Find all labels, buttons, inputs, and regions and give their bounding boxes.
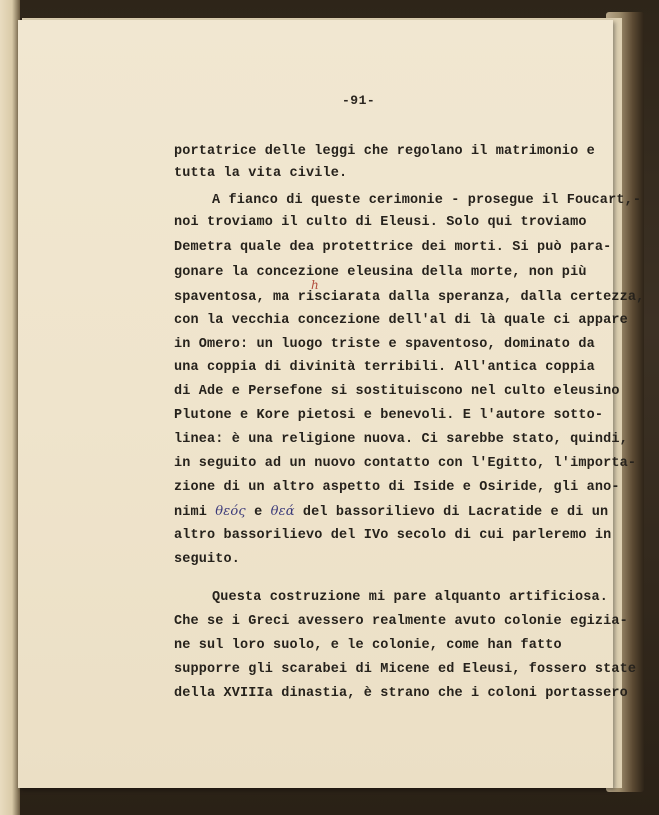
text-line: Demetra quale dea protettrice dei morti. Si può para- <box>174 240 612 255</box>
text-line: linea: è una religione nuova. Ci sarebbe stato, quindi, <box>174 432 628 447</box>
text-line-with-handwriting <box>174 504 608 520</box>
page-number: -91- <box>342 93 376 108</box>
text-line: in Omero: un luogo triste e spaventoso, dominato da <box>174 337 595 352</box>
text-line: di Ade e Persefone si sostituiscono nel culto eleusino <box>174 384 620 399</box>
text-line: Questa costruzione mi pare alquanto artificiosa. <box>212 590 609 605</box>
text-fragment: e <box>254 505 263 520</box>
text-line: portatrice delle leggi che regolano il matrimonio e <box>174 144 595 159</box>
text-line: A fianco di queste cerimonie - prosegue il Foucart,- <box>212 193 642 208</box>
text-line: in seguito ad un nuovo contatto con l'Egitto, l'importa- <box>174 456 637 471</box>
text-line: una coppia di divinità terribili. All'antica coppia <box>174 360 595 375</box>
text-line: zione di un altro aspetto di Iside e Osiride, gli ano- <box>174 480 620 495</box>
text-line: ne sul loro suolo, e le colonie, come han fatto <box>174 638 562 653</box>
text-line: supporre gli scarabei di Micene ed Eleusi, fossero state <box>174 662 637 677</box>
handwritten-greek-word: θεά <box>270 504 295 519</box>
text-line: altro bassorilievo del IVo secolo di cui parleremo in <box>174 528 612 543</box>
text-line: gonare la concezione eleusina della morte, non più <box>174 265 587 280</box>
text-line: seguito. <box>174 552 241 567</box>
correction-mark: h <box>311 278 319 292</box>
text-fragment: del bassorilievo di Lacratide e di un <box>302 505 609 520</box>
text-line: con la vecchia concezione dell'al di là quale ci appare <box>174 313 628 328</box>
text-line: tutta la vita civile. <box>174 166 348 181</box>
text-fragment: nimi <box>174 505 208 520</box>
facing-page-edge <box>0 0 20 815</box>
text-line: spaventosa, ma risciarata dalla speranza, dalla certezza, <box>174 290 645 305</box>
text-line: Plutone e Kore pietosi e benevoli. E l'autore sotto- <box>174 408 604 423</box>
handwritten-greek-word: θεός <box>215 504 246 519</box>
text-line: noi troviamo il culto di Eleusi. Solo qui troviamo <box>174 215 587 230</box>
text-line: Che se i Greci avessero realmente avuto colonie egizia- <box>174 614 628 629</box>
text-line: della XVIIIa dinastia, è strano che i coloni portassero <box>174 686 628 701</box>
